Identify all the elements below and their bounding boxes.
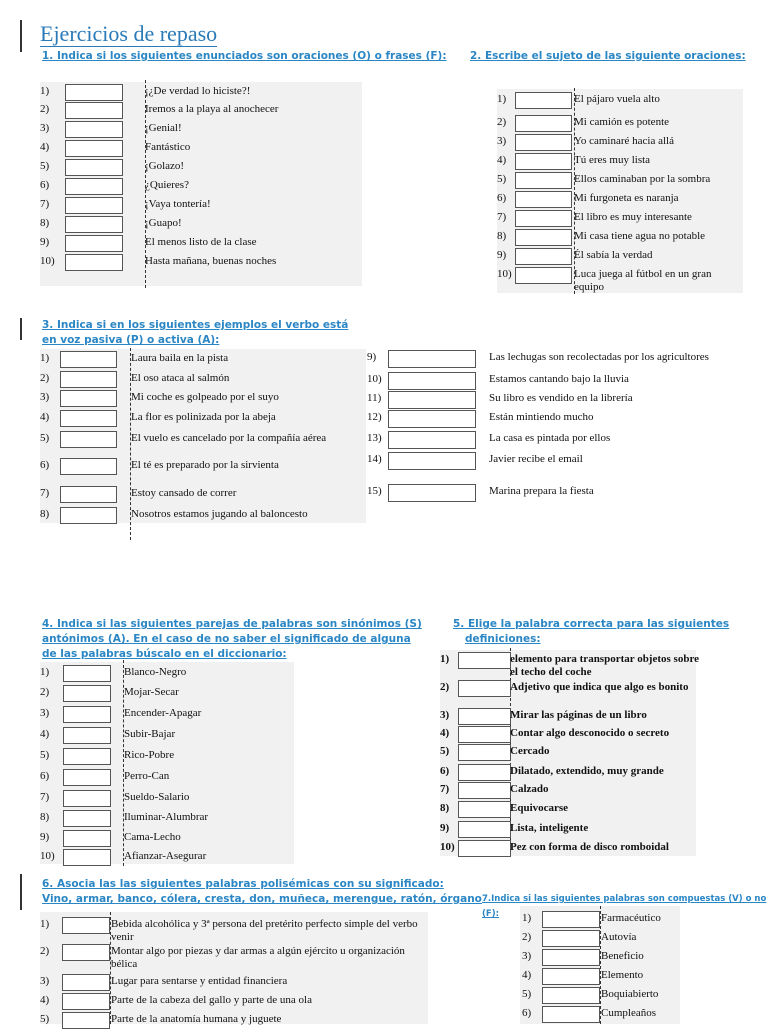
item-text: Marina prepara la fiesta bbox=[489, 485, 594, 497]
item-text: Estamos cantando bajo la lluvia bbox=[489, 373, 629, 385]
answer-box[interactable] bbox=[542, 930, 600, 947]
item-number: 2) bbox=[497, 116, 507, 128]
item-number: 10) bbox=[367, 373, 382, 385]
item-text: Javier recibe el email bbox=[489, 453, 583, 465]
item-text: Mi furgoneta es naranja bbox=[574, 192, 679, 204]
answer-box[interactable] bbox=[65, 216, 123, 233]
page-title: Ejercicios de repaso bbox=[40, 21, 218, 46]
item-text: El libro es muy interesante bbox=[574, 211, 692, 223]
item-number: 8) bbox=[40, 811, 50, 823]
answer-box[interactable] bbox=[62, 917, 110, 934]
item-number: 5) bbox=[522, 988, 532, 1000]
item-number: 3) bbox=[40, 391, 50, 403]
s3-item bbox=[367, 390, 727, 409]
item-number: 2) bbox=[440, 681, 450, 693]
s4-item bbox=[40, 848, 294, 867]
answer-box[interactable] bbox=[60, 410, 117, 427]
item-text: ¡Vaya tontería! bbox=[145, 198, 211, 210]
answer-box[interactable] bbox=[458, 821, 511, 838]
item-number: 13) bbox=[367, 432, 382, 444]
item-text: Lugar para sentarse y entidad financiera bbox=[111, 975, 288, 987]
answer-box[interactable] bbox=[65, 235, 123, 252]
item-text: Estoy cansado de correr bbox=[131, 487, 237, 499]
item-text: Yo caminaré hacia allá bbox=[574, 135, 674, 147]
s4-item bbox=[40, 684, 294, 703]
s2-item bbox=[497, 228, 743, 247]
answer-box[interactable] bbox=[63, 748, 111, 765]
answer-box[interactable] bbox=[515, 134, 572, 151]
s4-item bbox=[40, 789, 294, 808]
s3-item bbox=[367, 430, 727, 449]
s7-item bbox=[522, 929, 682, 948]
section-4-heading-line3: de las palabras búscalo en el diccionario: bbox=[42, 648, 287, 660]
item-number: 4) bbox=[40, 141, 50, 153]
s5-item bbox=[440, 707, 698, 726]
item-number: 4) bbox=[440, 727, 450, 739]
answer-box[interactable] bbox=[65, 121, 123, 138]
item-number: 6) bbox=[497, 192, 507, 204]
item-text: ¡Genial! bbox=[145, 122, 182, 134]
s3-item bbox=[367, 349, 727, 368]
answer-box[interactable] bbox=[60, 351, 117, 368]
section-3-heading-line2: en voz pasiva (P) o activa (A): bbox=[42, 334, 220, 346]
s2-item bbox=[497, 171, 743, 190]
section-4-heading-line2: antónimos (A). En el caso de no saber el significado de alguna bbox=[42, 633, 411, 645]
answer-box[interactable] bbox=[60, 507, 117, 524]
section-5-heading-line1: 5. Elige la palabra correcta para las siguientes bbox=[453, 618, 730, 630]
item-text: Dilatado, extendido, muy grande bbox=[510, 765, 664, 777]
item-number: 7) bbox=[497, 211, 507, 223]
s1-item bbox=[40, 83, 360, 102]
s1-item bbox=[40, 215, 360, 234]
item-text: Bebida alcohólica y 3ª persona del pretérito perfecto simple del verbo venir bbox=[111, 918, 418, 943]
item-number: 2) bbox=[40, 686, 50, 698]
answer-box[interactable] bbox=[65, 254, 123, 271]
item-text: Afianzar-Asegurar bbox=[124, 850, 207, 862]
item-number: 2) bbox=[40, 372, 50, 384]
item-text: Subir-Bajar bbox=[124, 728, 176, 740]
section-4-heading-line1: 4. Indica si las siguientes parejas de palabras son sinónimos (S) bbox=[42, 618, 422, 630]
answer-box[interactable] bbox=[65, 84, 123, 101]
item-text: Hasta mañana, buenas noches bbox=[145, 255, 277, 267]
answer-box[interactable] bbox=[65, 178, 123, 195]
item-number: 15) bbox=[367, 485, 382, 497]
s4-item bbox=[40, 768, 294, 787]
s1-item bbox=[40, 120, 360, 139]
item-number: 4) bbox=[497, 154, 507, 166]
answer-box[interactable] bbox=[63, 849, 111, 866]
answer-box[interactable] bbox=[63, 665, 111, 682]
item-number: 9) bbox=[40, 831, 50, 843]
answer-box[interactable] bbox=[63, 790, 111, 807]
item-number: 9) bbox=[40, 236, 50, 248]
item-number: 6) bbox=[40, 179, 50, 191]
s5-item bbox=[440, 800, 698, 819]
answer-box[interactable] bbox=[65, 102, 123, 119]
item-text: ¡Golazo! bbox=[145, 160, 185, 172]
s5-item bbox=[440, 743, 698, 762]
answer-box[interactable] bbox=[515, 229, 572, 246]
answer-box[interactable] bbox=[63, 830, 111, 847]
item-text: Beneficio bbox=[601, 950, 644, 962]
item-number: 2) bbox=[40, 103, 50, 115]
answer-box[interactable] bbox=[62, 1012, 110, 1029]
answer-box[interactable] bbox=[63, 727, 111, 744]
s4-item bbox=[40, 664, 294, 683]
item-text: Elemento bbox=[601, 969, 644, 981]
item-number: 6) bbox=[40, 770, 50, 782]
item-number: 8) bbox=[40, 508, 50, 520]
s4-item bbox=[40, 809, 294, 828]
item-text: Parte de la anatomía humana y juguete bbox=[111, 1013, 282, 1025]
item-text: Boquiabierto bbox=[601, 988, 659, 1000]
item-number: 5) bbox=[40, 432, 50, 444]
s2-item bbox=[497, 91, 743, 110]
item-text: El vuelo es cancelado por la compañía aérea bbox=[131, 432, 327, 444]
answer-box[interactable] bbox=[458, 652, 511, 669]
item-text: elemento para transportar objetos sobre el techo del coche bbox=[510, 653, 700, 678]
item-text: Están mintiendo mucho bbox=[489, 411, 594, 423]
item-text: Él sabía la verdad bbox=[574, 249, 653, 261]
answer-box[interactable] bbox=[515, 172, 572, 189]
item-text: ¡¿De verdad lo hiciste?! bbox=[145, 85, 251, 97]
item-text: La casa es pintada por ellos bbox=[489, 432, 611, 444]
answer-box[interactable] bbox=[65, 159, 123, 176]
answer-box[interactable] bbox=[60, 458, 117, 475]
s4-item bbox=[40, 726, 294, 745]
answer-box[interactable] bbox=[458, 744, 511, 761]
s7-item bbox=[522, 910, 682, 929]
answer-box[interactable] bbox=[388, 372, 476, 390]
item-text: Fantástico bbox=[145, 141, 191, 153]
answer-box[interactable] bbox=[542, 1006, 600, 1023]
item-text: El oso ataca al salmón bbox=[131, 372, 230, 384]
item-text: Cercado bbox=[510, 745, 550, 757]
s2-item bbox=[497, 114, 743, 133]
item-text: Cumpleaños bbox=[601, 1007, 656, 1019]
item-text: Mi camión es potente bbox=[574, 116, 670, 128]
item-number: 7) bbox=[40, 198, 50, 210]
s3-item bbox=[367, 409, 727, 428]
item-text: Tú eres muy lista bbox=[574, 154, 651, 166]
answer-box[interactable] bbox=[542, 968, 600, 985]
item-text: Montar algo por piezas y dar armas a algún ejército u organización bélica bbox=[111, 945, 405, 970]
answer-box[interactable] bbox=[63, 810, 111, 827]
item-text: Ellos caminaban por la sombra bbox=[574, 173, 711, 185]
item-number: 3) bbox=[40, 707, 50, 719]
answer-box[interactable] bbox=[542, 949, 600, 966]
item-number: 14) bbox=[367, 453, 382, 465]
s3-item bbox=[40, 370, 366, 389]
answer-box[interactable] bbox=[515, 248, 572, 265]
item-text: Las lechugas son recolectadas por los agricultores bbox=[489, 351, 709, 363]
s3-item bbox=[40, 350, 366, 369]
item-text: Mojar-Secar bbox=[124, 686, 179, 698]
answer-box[interactable] bbox=[515, 267, 572, 284]
left-margin-bar bbox=[20, 318, 22, 340]
item-number: 2) bbox=[40, 945, 50, 957]
answer-box[interactable] bbox=[542, 911, 600, 928]
answer-box[interactable] bbox=[458, 764, 511, 781]
item-number: 8) bbox=[497, 230, 507, 242]
item-text: Parte de la cabeza del gallo y parte de una ola bbox=[111, 994, 312, 1006]
item-text: Calzado bbox=[510, 783, 549, 795]
s7-item bbox=[522, 967, 682, 986]
s1-item bbox=[40, 101, 360, 120]
item-text: El té es preparado por la sirvienta bbox=[131, 459, 279, 471]
s6-item bbox=[40, 943, 430, 970]
item-text: Farmacéutico bbox=[601, 912, 661, 924]
answer-box[interactable] bbox=[60, 431, 117, 448]
s3-item bbox=[40, 457, 366, 476]
item-text: La flor es polinizada por la abeja bbox=[131, 411, 276, 423]
answer-box[interactable] bbox=[458, 726, 511, 743]
item-number: 5) bbox=[40, 1013, 50, 1025]
item-text: Encender-Apagar bbox=[124, 707, 202, 719]
item-number: 1) bbox=[440, 653, 450, 665]
answer-box[interactable] bbox=[515, 191, 572, 208]
answer-box[interactable] bbox=[515, 153, 572, 170]
item-number: 5) bbox=[440, 745, 450, 757]
item-number: 8) bbox=[440, 802, 450, 814]
answer-box[interactable] bbox=[388, 452, 476, 470]
s5-item bbox=[440, 820, 698, 839]
item-number: 3) bbox=[440, 709, 450, 721]
section-1-heading: 1. Indica si los siguientes enunciados son oraciones (O) o frases (F): bbox=[42, 50, 447, 62]
answer-box[interactable] bbox=[458, 680, 511, 697]
s3-item bbox=[367, 483, 727, 502]
item-text: Pez con forma de disco romboidal bbox=[510, 841, 669, 853]
item-text: Equivocarse bbox=[510, 802, 569, 814]
item-text: ¡Guapo! bbox=[145, 217, 182, 229]
item-number: 1) bbox=[40, 352, 50, 364]
answer-box[interactable] bbox=[388, 484, 476, 502]
s6-item bbox=[40, 916, 430, 943]
item-text: Mi casa tiene agua no potable bbox=[574, 230, 706, 242]
item-number: 10) bbox=[40, 255, 55, 267]
answer-box[interactable] bbox=[60, 486, 117, 503]
item-number: 7) bbox=[40, 791, 50, 803]
section-5-heading-line2: definiciones: bbox=[465, 633, 541, 645]
s1-item bbox=[40, 234, 360, 253]
s5-item bbox=[440, 781, 698, 800]
item-text: Rico-Pobre bbox=[124, 749, 175, 761]
answer-box[interactable] bbox=[388, 391, 476, 409]
item-number: 10) bbox=[497, 268, 512, 280]
s3-item bbox=[367, 371, 727, 390]
answer-box[interactable] bbox=[542, 987, 600, 1004]
answer-box[interactable] bbox=[458, 840, 511, 857]
s5-item bbox=[440, 651, 700, 678]
answer-box[interactable] bbox=[65, 197, 123, 214]
section-6-heading-line1: 6. Asocia las las siguientes palabras polisémicas con su significado: bbox=[42, 878, 444, 890]
s5-item bbox=[440, 725, 698, 744]
answer-box[interactable] bbox=[388, 431, 476, 449]
item-text: Mi coche es golpeado por el suyo bbox=[131, 391, 279, 403]
answer-box[interactable] bbox=[62, 944, 110, 961]
s1-item bbox=[40, 253, 360, 272]
item-text: Sueldo-Salario bbox=[124, 791, 190, 803]
item-text: El menos listo de la clase bbox=[145, 236, 257, 248]
item-text: Blanco-Negro bbox=[124, 666, 187, 678]
item-number: 9) bbox=[440, 822, 450, 834]
item-text: Laura baila en la pista bbox=[131, 352, 229, 364]
item-number: 2) bbox=[522, 931, 532, 943]
item-number: 6) bbox=[40, 459, 50, 471]
answer-box[interactable] bbox=[62, 993, 110, 1010]
item-text: Mirar las páginas de un libro bbox=[510, 709, 647, 721]
s3-item bbox=[40, 506, 366, 525]
item-number: 4) bbox=[40, 994, 50, 1006]
answer-box[interactable] bbox=[63, 769, 111, 786]
item-text: Iluminar-Alumbrar bbox=[124, 811, 209, 823]
s1-item bbox=[40, 158, 360, 177]
s2-item bbox=[497, 152, 743, 171]
item-number: 3) bbox=[497, 135, 507, 147]
item-text: Lista, inteligente bbox=[510, 822, 589, 834]
item-number: 5) bbox=[40, 749, 50, 761]
item-number: 1) bbox=[522, 912, 532, 924]
left-margin-bar bbox=[20, 874, 22, 910]
s7-item bbox=[522, 1005, 682, 1024]
answer-box[interactable] bbox=[458, 801, 511, 818]
item-text: Adjetivo que indica que algo es bonito bbox=[510, 681, 689, 693]
item-number: 10) bbox=[440, 841, 455, 853]
s2-item bbox=[497, 247, 743, 266]
answer-box[interactable] bbox=[60, 390, 117, 407]
item-number: 3) bbox=[40, 975, 50, 987]
s4-item bbox=[40, 747, 294, 766]
s3-item bbox=[40, 389, 366, 408]
item-number: 7) bbox=[40, 487, 50, 499]
s2-item bbox=[497, 266, 743, 293]
s4-item bbox=[40, 705, 294, 724]
answer-box[interactable] bbox=[458, 708, 511, 725]
s3-item bbox=[40, 409, 366, 428]
item-number: 5) bbox=[40, 160, 50, 172]
item-number: 3) bbox=[522, 950, 532, 962]
item-number: 4) bbox=[522, 969, 532, 981]
item-number: 5) bbox=[497, 173, 507, 185]
item-number: 9) bbox=[367, 351, 377, 363]
answer-box[interactable] bbox=[458, 782, 511, 799]
item-text: Autovía bbox=[601, 931, 637, 943]
section-7-heading: 7.Indica si las siguientes palabras son compuestas (V) o no (F): bbox=[482, 894, 767, 919]
item-number: 8) bbox=[40, 217, 50, 229]
item-number: 4) bbox=[40, 728, 50, 740]
item-number: 11) bbox=[367, 392, 382, 404]
item-text: El pájaro vuela alto bbox=[574, 93, 660, 105]
item-number: 1) bbox=[40, 918, 50, 930]
s4-item bbox=[40, 829, 294, 848]
item-number: 6) bbox=[440, 765, 450, 777]
item-number: 4) bbox=[40, 411, 50, 423]
s1-item bbox=[40, 177, 360, 196]
s7-item bbox=[522, 986, 682, 1005]
s7-item bbox=[522, 948, 682, 967]
s2-item bbox=[497, 209, 743, 228]
item-text: Contar algo desconocido o secreto bbox=[510, 727, 670, 739]
s3-item bbox=[40, 430, 366, 449]
answer-box[interactable] bbox=[515, 115, 572, 132]
answer-box[interactable] bbox=[63, 685, 111, 702]
item-number: 1) bbox=[40, 666, 50, 678]
item-text: ¿Quieres? bbox=[145, 179, 189, 191]
item-number: 1) bbox=[40, 85, 50, 97]
section-2-heading: 2. Escribe el sujeto de las siguiente oraciones: bbox=[470, 50, 746, 62]
s6-item bbox=[40, 973, 430, 992]
answer-box[interactable] bbox=[515, 210, 572, 227]
left-margin-bar bbox=[20, 20, 22, 52]
section-6-heading-line2: Vino, armar, banco, cólera, cresta, don, muñeca, merengue, ratón, órgano bbox=[42, 893, 482, 905]
section-3-heading-line1: 3. Indica si en los siguientes ejemplos el verbo está bbox=[42, 319, 349, 331]
item-number: 12) bbox=[367, 411, 382, 423]
item-number: 10) bbox=[40, 850, 55, 862]
answer-box[interactable] bbox=[62, 974, 110, 991]
item-text: Nosotros estamos jugando al baloncesto bbox=[131, 508, 308, 520]
answer-box[interactable] bbox=[63, 706, 111, 723]
answer-box[interactable] bbox=[515, 92, 572, 109]
s5-item bbox=[440, 763, 698, 782]
item-number: 3) bbox=[40, 122, 50, 134]
s6-item bbox=[40, 992, 430, 1011]
answer-box[interactable] bbox=[388, 410, 476, 428]
s2-item bbox=[497, 190, 743, 209]
item-number: 6) bbox=[522, 1007, 532, 1019]
item-text: Luca juega al fútbol en un gran equipo bbox=[574, 268, 712, 293]
s3-item bbox=[40, 485, 366, 504]
s1-item bbox=[40, 139, 360, 158]
s6-item bbox=[40, 1011, 430, 1030]
item-text: Cama-Lecho bbox=[124, 831, 181, 843]
item-number: 7) bbox=[440, 783, 450, 795]
s5-item bbox=[440, 679, 698, 698]
s5-item bbox=[440, 839, 698, 858]
item-number: 1) bbox=[497, 93, 507, 105]
s1-item bbox=[40, 196, 360, 215]
answer-box[interactable] bbox=[65, 140, 123, 157]
item-text: Iremos a la playa al anochecer bbox=[145, 103, 279, 115]
item-number: 9) bbox=[497, 249, 507, 261]
item-text: Perro-Can bbox=[124, 770, 170, 782]
answer-box[interactable] bbox=[60, 371, 117, 388]
item-text: Su libro es vendido en la librería bbox=[489, 392, 633, 404]
answer-box[interactable] bbox=[388, 350, 476, 368]
s2-item bbox=[497, 133, 743, 152]
s3-item bbox=[367, 451, 727, 470]
